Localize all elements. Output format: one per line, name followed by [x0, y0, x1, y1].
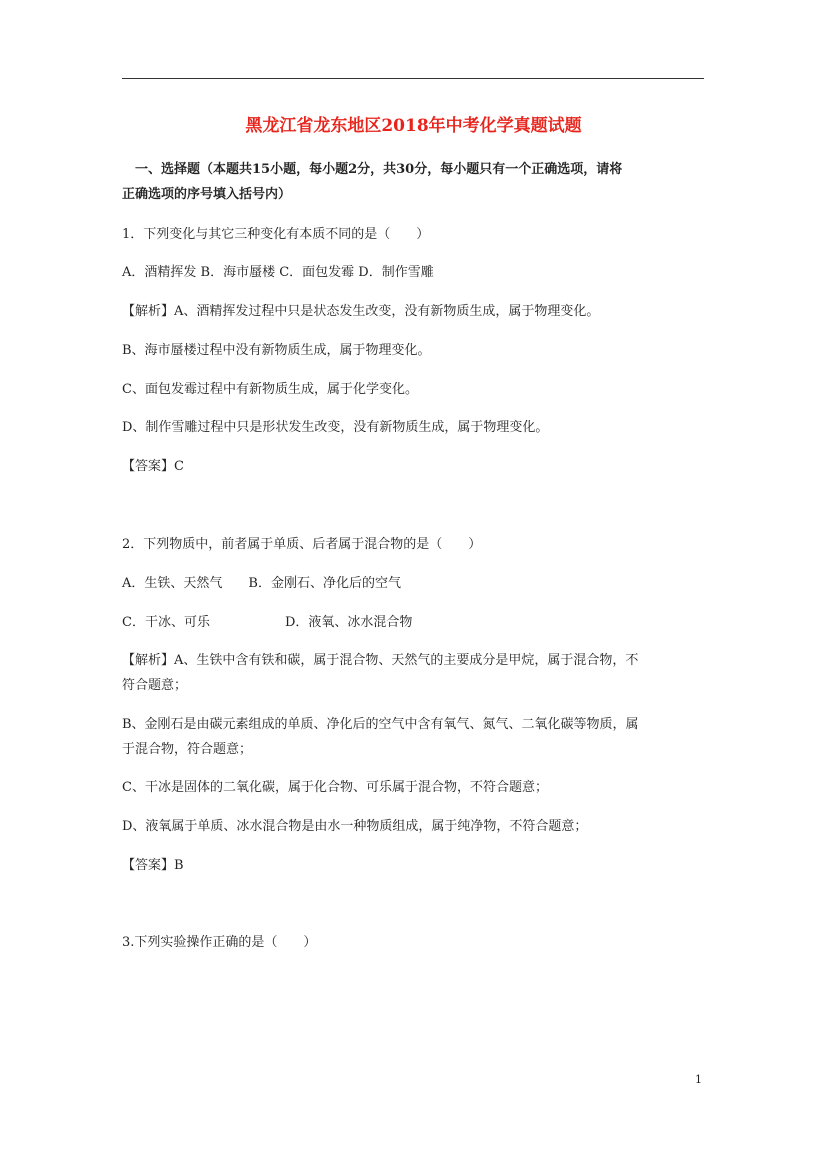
q1-analysis-a: 【解析】A、酒精挥发过程中只是状态发生改变，没有新物质生成，属于物理变化。: [122, 304, 600, 319]
q2-analysis-a-line1: 【解析】A、生铁中含有铁和碳，属于混合物、天然气的主要成分是甲烷，属于混合物，不: [122, 653, 639, 668]
q1-answer: 【答案】C: [122, 459, 184, 474]
page-number: 1: [695, 1073, 702, 1086]
section-heading-line2: 正确选项的序号填入括号内）: [122, 187, 292, 202]
q1-analysis-b: B、海市蜃楼过程中没有新物质生成，属于物理变化。: [122, 343, 431, 358]
q1-analysis-c: C、面包发霉过程中有新物质生成，属于化学变化。: [122, 382, 418, 397]
header-rule: [122, 78, 704, 79]
q1-analysis-d: D、制作雪雕过程中只是形状发生改变，没有新物质生成，属于物理变化。: [122, 420, 549, 435]
q2-analysis-a-line2: 符合题意；: [122, 678, 188, 693]
q2-options-ab: A．生铁、天然气 B．金刚石、净化后的空气: [122, 576, 401, 591]
doc-title: 黑龙江省龙东地区2018年中考化学真题试题: [245, 116, 582, 136]
q2-analysis-b-line2: 于混合物，符合题意；: [122, 742, 253, 757]
q1-question: 1．下列变化与其它三种变化有本质不同的是（ ）: [122, 227, 430, 242]
section-heading-line1: 一、选择题（本题共15小题，每小题2分，共30分，每小题只有一个正确选项，请将: [135, 162, 623, 177]
q2-analysis-b-line1: B、金刚石是由碳元素组成的单质、净化后的空气中含有氧气、氮气、二氧化碳等物质，属: [122, 717, 639, 732]
q2-option-c: C．干冰、可乐: [122, 615, 210, 630]
q2-question: 2．下列物质中，前者属于单质、后者属于混合物的是（ ）: [122, 537, 482, 552]
q2-analysis-d: D、液氧属于单质、冰水混合物是由水一种物质组成，属于纯净物，不符合题意；: [122, 819, 588, 834]
q1-options: A．酒精挥发 B．海市蜃楼 C．面包发霉 D．制作雪雕: [122, 265, 434, 280]
q3-question: 3.下列实验操作正确的是（ ）: [122, 935, 317, 950]
q2-analysis-c: C、干冰是固体的二氧化碳，属于化合物、可乐属于混合物，不符合题意；: [122, 780, 548, 795]
q2-answer: 【答案】B: [122, 858, 184, 873]
q2-option-d: D．液氧、冰水混合物: [285, 615, 413, 630]
